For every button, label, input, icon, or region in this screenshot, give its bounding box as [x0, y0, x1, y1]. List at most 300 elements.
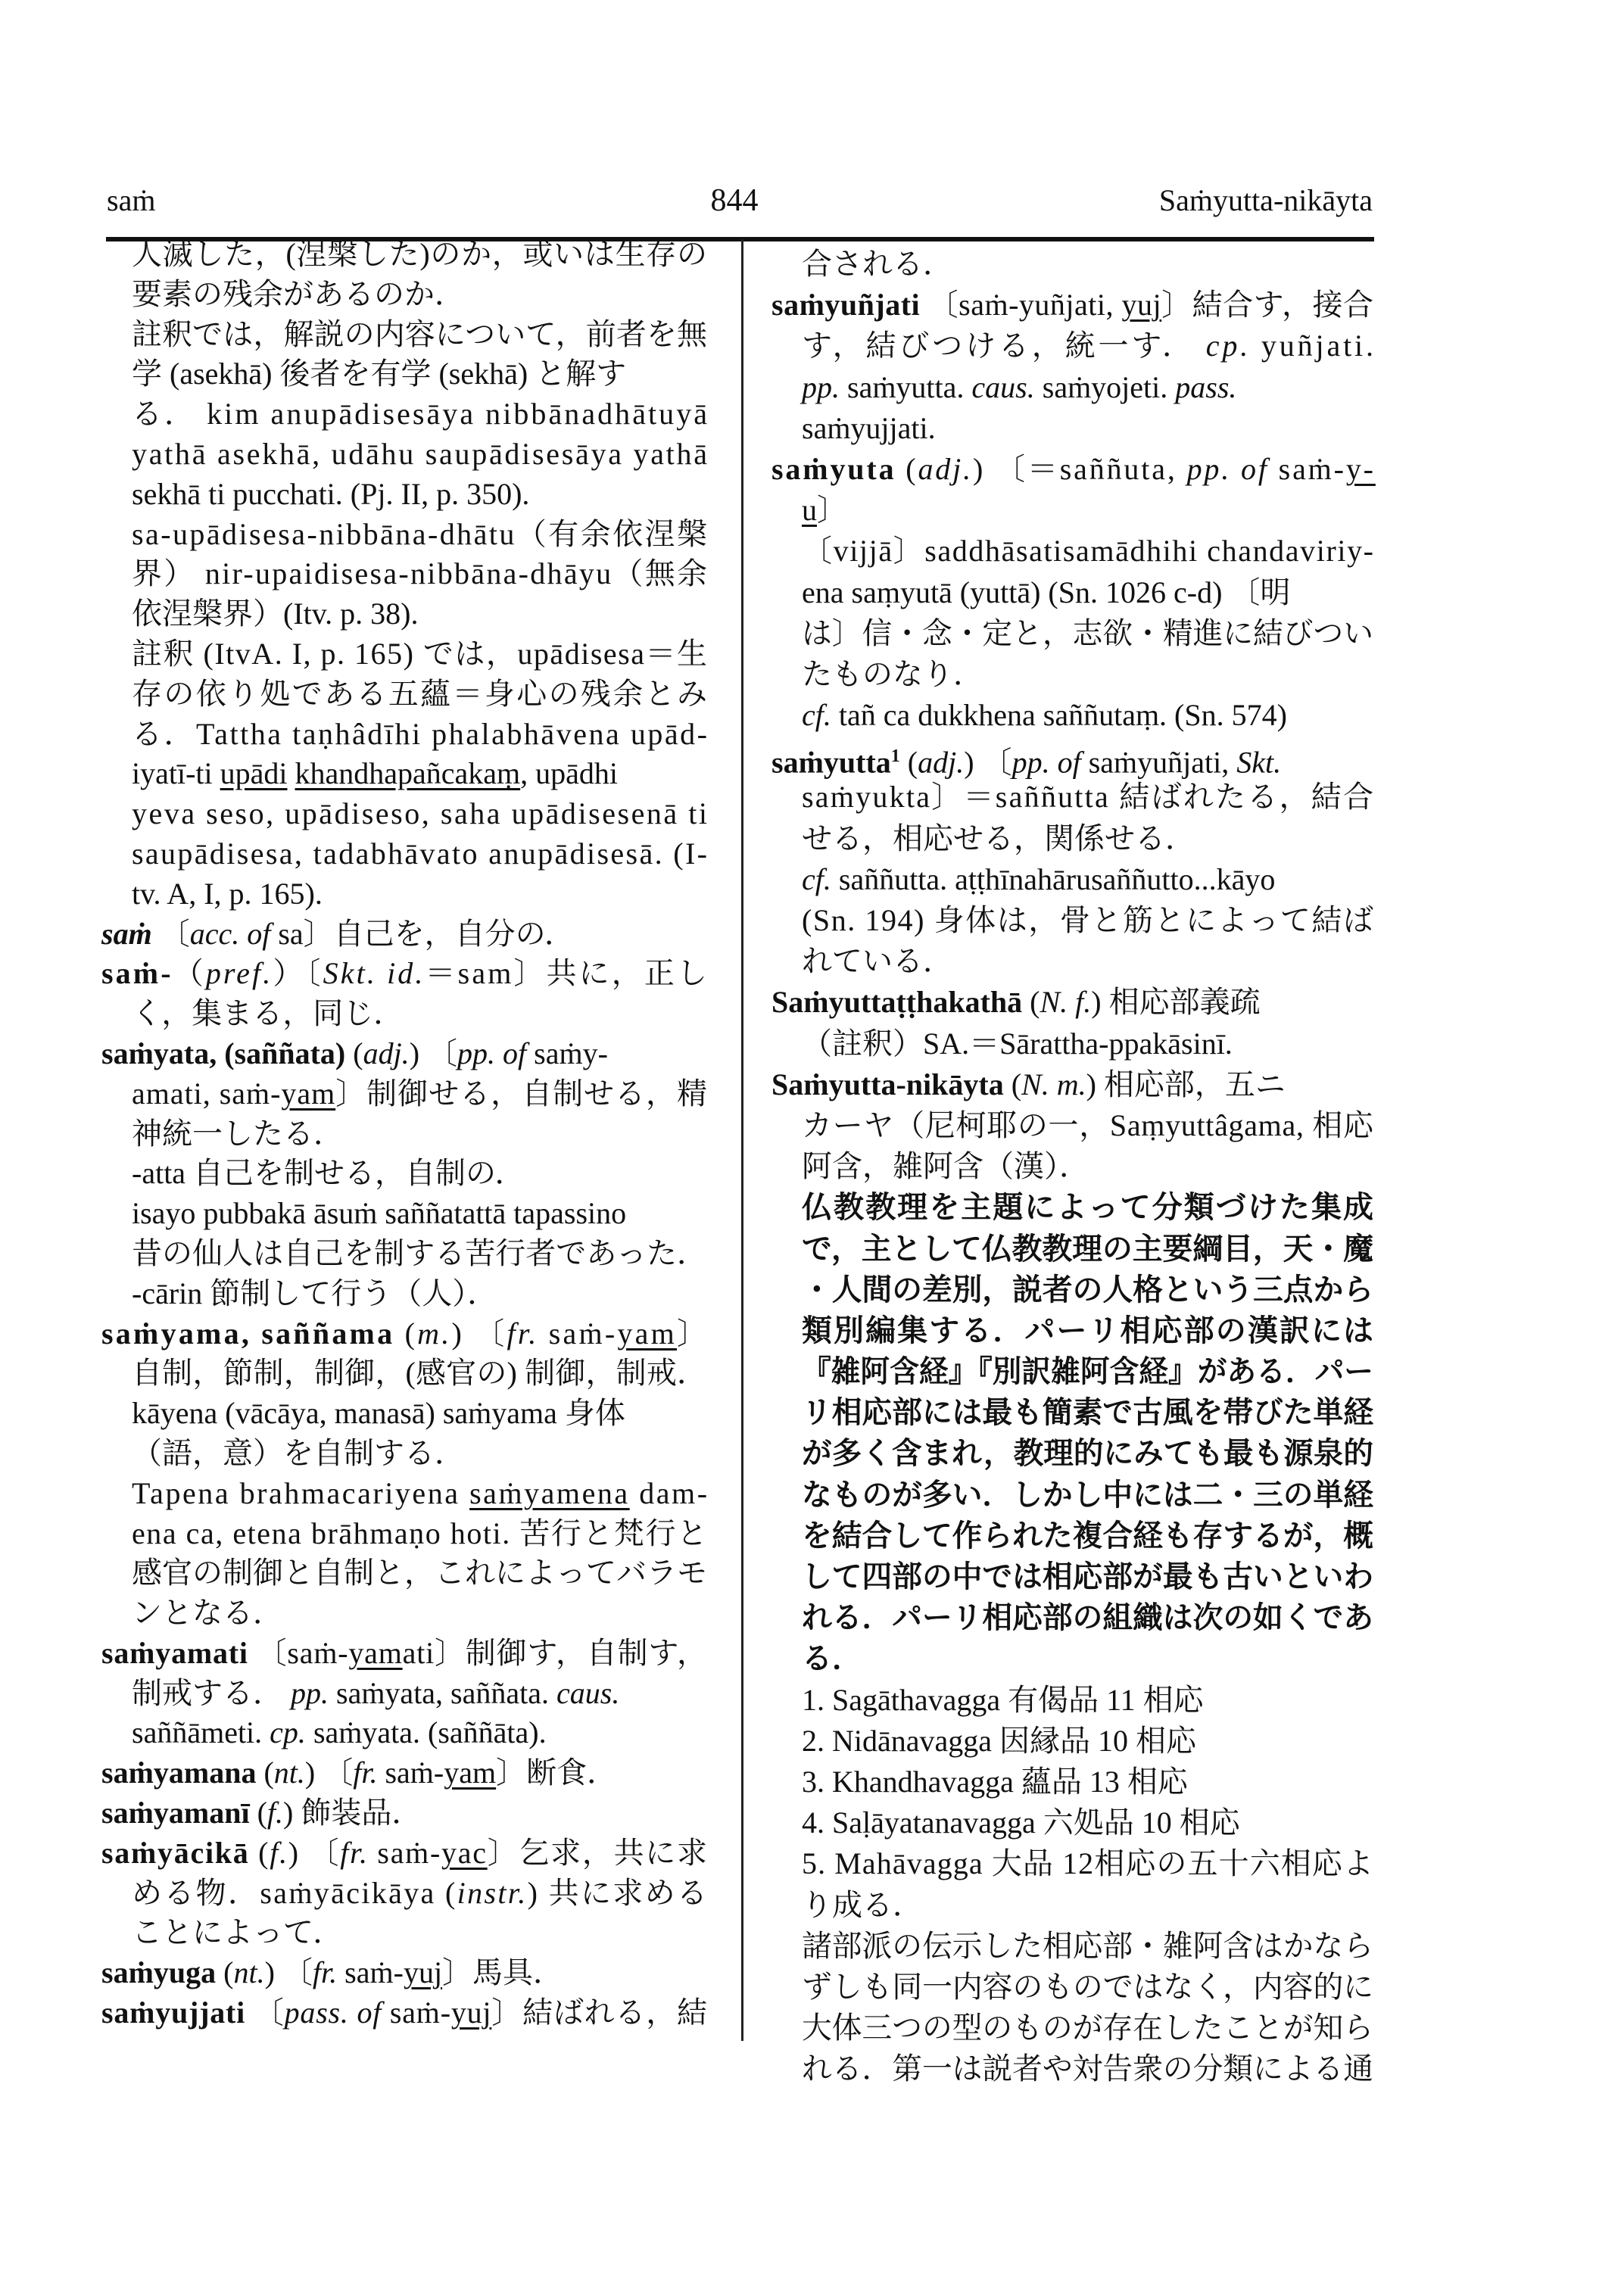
text-segment: ) 〔	[264, 1955, 313, 1990]
text-segment: れる．パーリ相応部の組織は次の如くであ	[802, 1600, 1373, 1635]
text-segment: ) 〔	[304, 1756, 354, 1790]
entry-text-line	[101, 1074, 707, 1114]
text-segment: 〕断食．	[496, 1756, 618, 1790]
line-text	[802, 1433, 1373, 1474]
text-segment: ) 飾装品．	[283, 1796, 422, 1830]
text-segment: く，集まる，同じ．	[132, 996, 404, 1031]
text-segment	[288, 756, 295, 790]
line-text	[802, 613, 1373, 654]
text-segment: たものなり．	[802, 656, 983, 691]
text-segment: 自制，節制，制御，(感官の) 制御，制戒．	[132, 1356, 708, 1391]
line-text	[101, 954, 709, 994]
text-segment: 要素の残余があるのか．	[132, 276, 465, 311]
text-segment: カーヤ（尼柯耶の一，Saṃyuttâgama, 相応	[802, 1108, 1374, 1142]
line-text	[132, 874, 323, 914]
running-head-left: saṁ	[107, 183, 156, 217]
grammar-label: adj.	[363, 1036, 410, 1070]
text-segment: ずしも同一内容のものではなく，内容的に	[802, 1969, 1373, 2004]
line-text	[132, 275, 465, 315]
text-segment: saṁ-	[538, 1316, 618, 1351]
entry-headword-line	[101, 954, 710, 994]
line-text	[132, 715, 709, 755]
line-text	[802, 2048, 1373, 2089]
page-number: 844	[710, 183, 759, 218]
line-text	[802, 1926, 1373, 1967]
entry-headword-line	[101, 1634, 707, 1674]
text-segment: リ相応部には最も簡素で古風を帯びた単経	[802, 1395, 1373, 1430]
entry-text-line	[771, 1556, 1373, 1597]
entry-text-line	[771, 1597, 1373, 1638]
text-segment: (	[394, 1316, 418, 1351]
text-segment: ena saṃyutā (yuttā) (Sn. 1026 c-d) 〔明	[802, 575, 1291, 609]
right-column	[771, 244, 1376, 2089]
text-segment: saññāmeti.	[132, 1715, 270, 1750]
line-text	[802, 1516, 1373, 1556]
text-segment: 〔saṁ-	[248, 1635, 349, 1670]
text-segment: 〕制御せる，自制せる，精	[335, 1076, 708, 1111]
text-segment: る． kim anupādisesāya nibbānadhātuyā	[132, 397, 710, 431]
text-segment: -cārin 節制して行う（人）．	[132, 1276, 498, 1310]
line-text	[101, 1634, 708, 1674]
line-text	[771, 449, 1376, 490]
entry-text-line	[771, 408, 1373, 449]
text-segment: 〔saṁ-yuñjati,	[920, 288, 1122, 322]
line-text	[802, 1105, 1374, 1146]
headword: saṁyācikā	[101, 1835, 250, 1870]
line-text	[802, 367, 1236, 408]
text-segment: ＝sam〕共に，正し	[425, 956, 710, 991]
line-text	[802, 1680, 1204, 1721]
line-text	[101, 1953, 563, 1993]
entry-text-line	[771, 1023, 1373, 1064]
line-text	[132, 1114, 344, 1154]
entry-text-line	[771, 818, 1373, 859]
grammar-label: Skt. id.	[323, 956, 425, 991]
entry-headword-line	[101, 1833, 707, 1874]
line-text	[101, 1034, 608, 1074]
text-segment: saṁyujjati.	[802, 410, 936, 445]
line-text	[802, 695, 1287, 736]
grammar-label: pass.	[1175, 369, 1237, 404]
text-segment: ) 〔	[288, 1835, 341, 1870]
text-segment: kāyena (vācāya, manasā) saṁyama 身体	[132, 1396, 625, 1431]
line-text	[802, 572, 1290, 613]
text-segment: 存の依り処である五蘊＝身心の残余とみ	[132, 676, 709, 711]
headword: saṁyamana	[101, 1756, 257, 1790]
text-segment: saṁy-	[526, 1036, 608, 1070]
text-segment: Tapena brahmacariyena	[132, 1475, 470, 1510]
entry-text-line	[101, 1274, 707, 1314]
entry-text-line	[771, 941, 1373, 982]
entry-text-line	[101, 634, 707, 675]
line-text	[132, 1194, 626, 1234]
text-segment: tañ ca dukkhena saññutaṃ. (Sn. 574)	[831, 698, 1287, 733]
line-text	[802, 531, 1375, 572]
entry-text-line	[101, 1874, 707, 1914]
line-text	[802, 1967, 1373, 2008]
entry-text-line	[101, 354, 707, 394]
line-text	[802, 1270, 1373, 1310]
text-segment: 4. Saḷāyatanavagga 六処品 10 相応	[802, 1805, 1240, 1840]
line-text	[132, 834, 709, 874]
text-segment: 神統一したる．	[132, 1116, 344, 1151]
text-segment: saṁyata, saññata.	[329, 1675, 556, 1710]
line-text	[802, 1843, 1374, 1884]
text-segment: る．Tattha taṇhâdīhi phalabhāvena upād-	[132, 716, 709, 751]
column-divider	[741, 239, 743, 2041]
line-text	[132, 1874, 709, 1914]
line-text	[132, 315, 707, 355]
running-head-right: Saṁyutta-nikāyta	[1158, 183, 1373, 217]
entry-text-line	[101, 235, 707, 275]
entry-text-line	[771, 1351, 1373, 1392]
line-text	[802, 1310, 1375, 1351]
text-segment: ) 〔	[451, 1316, 507, 1351]
entry-text-line	[101, 1194, 707, 1234]
text-segment: 『雑阿含経』『別訳雑阿含経』がある．パー	[802, 1354, 1373, 1389]
line-text	[802, 1023, 1233, 1064]
text-segment: り成る．	[802, 1887, 923, 1922]
entry-text-line	[771, 777, 1376, 818]
text-segment: tv. A, I, p. 165).	[132, 876, 323, 911]
text-segment: 人滅した，(涅槃した)のか，或いは生存の	[132, 237, 708, 271]
entry-text-line	[771, 367, 1373, 408]
entry-text-line	[101, 1514, 707, 1554]
text-segment: 1. Sagāthavagga 有偈品 11 相応	[802, 1682, 1204, 1717]
entry-text-line	[771, 1433, 1373, 1474]
entry-text-line	[771, 1516, 1373, 1556]
headword: saṁyamanī	[101, 1796, 250, 1830]
line-text	[132, 1514, 709, 1554]
entry-text-line	[101, 275, 707, 315]
entry-headword-line	[771, 1064, 1373, 1105]
grammar-label: cf.	[802, 861, 831, 896]
line-text	[802, 1762, 1188, 1802]
entry-text-line	[771, 1885, 1373, 1926]
entry-text-line	[101, 874, 707, 914]
entry-text-line	[101, 715, 707, 755]
entry-text-line	[771, 1270, 1373, 1310]
text-segment: る．	[802, 1641, 862, 1676]
grammar-label: pp. of	[1186, 451, 1269, 486]
text-segment: , upādhi	[520, 756, 619, 791]
text-segment: ) 〔	[964, 745, 1012, 780]
entry-text-line	[101, 754, 707, 794]
entry-headword-line	[101, 1993, 707, 2033]
line-text	[132, 1713, 547, 1753]
entry-text-line	[771, 1229, 1373, 1270]
root-underlined: yam	[281, 1076, 336, 1111]
line-text	[132, 1594, 283, 1634]
text-segment: 制戒する．	[132, 1675, 291, 1710]
entry-text-line	[771, 1638, 1373, 1679]
grammar-label: adj.	[918, 451, 973, 486]
grammar-label: pp.	[802, 369, 840, 404]
headword: saṁyuta	[771, 451, 896, 486]
grammar-label: m.	[417, 1316, 452, 1351]
line-text	[101, 914, 575, 955]
grammar-label: f.	[270, 1835, 288, 1870]
text-segment: は〕信・念・定と，志欲・精進に結びつい	[802, 615, 1373, 650]
text-segment: 〕馬具．	[442, 1955, 564, 1990]
entry-text-line	[771, 531, 1373, 572]
text-segment: す，結びつける，統一す．	[802, 329, 1206, 363]
entry-text-line	[101, 1434, 707, 1474]
line-text	[132, 1394, 625, 1434]
text-segment: saṁyutta.	[840, 369, 972, 404]
text-segment: ) 相応部義疏	[1091, 985, 1261, 1020]
line-text	[802, 941, 953, 982]
text-segment: （	[173, 956, 206, 991]
root-underlined: yuj	[1121, 288, 1162, 322]
text-segment: ことによって．	[132, 1915, 344, 1950]
grammar-label: fr.	[312, 1955, 338, 1990]
text-segment: 〔	[245, 1995, 285, 2030]
headword: saṁyuga	[101, 1955, 217, 1990]
text-segment: (	[249, 1796, 267, 1830]
grammar-label: cp.	[270, 1715, 306, 1750]
root-underlined: yac	[441, 1835, 488, 1870]
entry-headword-line	[101, 1034, 707, 1074]
grammar-label: adj.	[918, 745, 965, 780]
grammar-label: fr.	[340, 1835, 369, 1870]
line-text	[132, 1074, 708, 1114]
grammar-label: instr.	[457, 1875, 528, 1910]
line-text	[132, 1553, 707, 1594]
line-text	[802, 1885, 923, 1926]
text-segment: 〕	[677, 1316, 710, 1351]
text-segment: (	[1022, 985, 1040, 1020]
line-text	[132, 1274, 497, 1314]
entry-text-line	[771, 1926, 1373, 1967]
text-segment: (Sn. 194) 身体は，骨と筋とによって結ば	[802, 903, 1375, 937]
line-text	[132, 1674, 619, 1714]
text-segment: 註釈 (ItvA. I, p. 165) では，upādisesa＝生	[132, 636, 709, 671]
grammar-label: f.	[267, 1796, 284, 1830]
entry-text-line	[101, 994, 707, 1034]
text-segment: が多く含まれ，教理的にみても最も源泉的	[802, 1436, 1373, 1471]
entry-text-line	[101, 515, 707, 555]
headword: Saṁyutta-nikāyta	[771, 1067, 1004, 1101]
line-text	[132, 1354, 707, 1394]
line-text	[802, 1229, 1373, 1270]
text-segment: 〕乞求，共に求	[487, 1835, 709, 1870]
headword: saṁyutta	[771, 745, 891, 780]
line-text	[132, 794, 709, 834]
text-segment: で，主として仏教教理の主要綱目，天・魔	[802, 1231, 1373, 1266]
text-segment: ンとなる．	[132, 1596, 283, 1631]
text-segment: 3. Khandhavagga 蘊品 13 相応	[802, 1764, 1188, 1799]
text-segment: saṁ-	[368, 1835, 442, 1870]
line-text	[132, 1474, 709, 1514]
text-segment: せる，相応せる，関係せる．	[802, 821, 1195, 855]
headword: saṁ-	[101, 956, 173, 991]
text-segment: (	[899, 745, 918, 780]
line-text	[132, 594, 418, 634]
root-underlined: yuj	[450, 1995, 492, 2030]
entry-text-line	[771, 2008, 1373, 2048]
line-text	[802, 1351, 1373, 1392]
left-column	[101, 235, 710, 2033]
entry-headword-line	[101, 1953, 707, 1993]
grammar-label: cf.	[802, 698, 831, 733]
entry-text-line	[771, 1762, 1373, 1802]
entry-text-line	[101, 1674, 707, 1714]
text-segment: (	[256, 1756, 274, 1790]
text-segment: ) 相応部，五ニ	[1086, 1067, 1286, 1101]
text-segment: saññutta. aṭṭhīnahārusaññutto...kāyo	[831, 861, 1276, 896]
entry-text-line	[771, 1105, 1373, 1146]
headword: saṁyuñjati	[771, 288, 921, 322]
line-text	[802, 1475, 1373, 1516]
grammar-label: caus.	[556, 1675, 620, 1710]
text-segment: 〕結合す，接合	[1161, 288, 1374, 322]
line-text	[132, 634, 709, 675]
line-text	[802, 2008, 1373, 2048]
grammar-label: pass. of	[284, 1995, 382, 2030]
text-segment: (	[249, 1835, 270, 1870]
grammar-label: nt.	[233, 1955, 265, 1990]
grammar-label: fr.	[507, 1316, 539, 1351]
text-segment: 〕結ばれる，結	[491, 1995, 708, 2030]
entry-headword-line	[101, 1314, 710, 1354]
line-text	[802, 1146, 1089, 1187]
grammar-label: Skt.	[1236, 745, 1282, 780]
text-segment: 諸部派の伝示した相応部・雑阿含はかなら	[802, 1928, 1373, 1963]
text-segment: （註釈）SA.＝Sārattha-ppakāsinī.	[802, 1026, 1233, 1061]
entry-text-line	[771, 244, 1373, 285]
entry-text-line	[101, 675, 707, 715]
text-segment: isayo pubbakā āsuṁ saññatattā tapassino	[132, 1196, 627, 1231]
text-segment: 〔	[151, 916, 190, 951]
entry-text-line	[771, 1967, 1373, 2008]
text-segment: sa〕自己を，自分の．	[270, 916, 575, 951]
grammar-label: acc. of	[189, 916, 271, 951]
text-segment: ) 共に求める	[527, 1875, 709, 1910]
entry-text-line	[771, 1146, 1373, 1187]
line-text	[802, 1597, 1373, 1638]
grammar-label: pp. of	[457, 1036, 527, 1070]
root-underlined: yam	[348, 1635, 403, 1670]
entry-text-line	[771, 613, 1373, 654]
entry-text-line	[771, 1721, 1373, 1762]
line-text	[132, 554, 709, 594]
grammar-label: caus.	[971, 369, 1035, 404]
line-text	[132, 1234, 707, 1274]
text-segment: ・人間の差別，説者の人格という三点から	[802, 1272, 1373, 1307]
line-text	[802, 1187, 1375, 1228]
root-underlined: y-	[1345, 451, 1376, 486]
line-text	[771, 736, 1281, 784]
entry-text-line	[101, 435, 707, 475]
headword: saṁyata, (saññata)	[101, 1036, 346, 1070]
text-segment: sekhā ti pucchati. (Pj. II, p. 350).	[132, 476, 530, 511]
entry-text-line	[101, 794, 707, 834]
text-segment: 感官の制御と自制と，これによってバラモ	[132, 1556, 707, 1590]
text-segment: saṁ-	[382, 1995, 451, 2030]
entry-headword-line	[771, 982, 1373, 1023]
text-segment: ) 〔	[409, 1036, 458, 1070]
line-text	[802, 326, 1376, 366]
text-segment: 註釈では，解説の内容について，前者を無	[132, 316, 708, 351]
entry-text-line	[771, 654, 1373, 695]
headword: saṁyujjati	[101, 1995, 246, 2030]
text-segment: 仏教教理を主題によって分類づけた集成	[802, 1190, 1376, 1225]
headword: saṁ	[101, 916, 152, 951]
text-segment: 2. Nidānavagga 因縁品 10 相応	[802, 1723, 1197, 1758]
root-underlined: khandhapañcakaṃ	[295, 756, 521, 791]
grammar-label: fr.	[353, 1756, 378, 1790]
text-segment: 界） nir-upaidisesa-nibbāna-dhāyu（無余	[132, 556, 709, 591]
grammar-label: N. m.	[1021, 1067, 1086, 1101]
entry-text-line	[101, 1553, 707, 1594]
entry-text-line	[771, 1187, 1376, 1228]
entry-text-line	[771, 1802, 1373, 1843]
entry-text-line	[101, 554, 707, 594]
text-segment: yeva seso, upādiseso, saha upādisesenā ti	[132, 796, 709, 831]
entry-text-line	[101, 594, 707, 634]
entry-text-line	[101, 834, 707, 874]
text-segment: yuñjati.	[1251, 329, 1376, 363]
line-text	[771, 1064, 1286, 1105]
line-text	[802, 900, 1375, 941]
entry-text-line	[771, 695, 1373, 736]
line-text	[802, 1392, 1373, 1433]
text-segment: saṁ-	[337, 1955, 404, 1990]
grammar-label: N. f.	[1040, 985, 1092, 1020]
root-underlined: yam	[617, 1316, 677, 1351]
text-segment: saṁyuñjati,	[1080, 745, 1237, 780]
entry-text-line	[101, 475, 707, 515]
text-segment: saṁyojeti.	[1034, 369, 1176, 404]
text-segment: 昔の仙人は自己を制する苦行者であった．	[132, 1235, 708, 1270]
grammar-label: pp. of	[1011, 745, 1081, 780]
line-text	[802, 408, 936, 449]
line-text	[101, 1793, 422, 1833]
entry-headword-line	[101, 1793, 707, 1833]
root-underlined: yuj	[403, 1955, 443, 1990]
line-text	[132, 235, 708, 275]
line-text	[101, 1314, 709, 1354]
line-text	[101, 1993, 708, 2033]
text-segment: ）〔	[273, 956, 323, 991]
line-text	[132, 675, 709, 715]
text-segment: (	[345, 1036, 363, 1070]
entry-headword-line	[771, 736, 1373, 780]
line-text	[132, 1154, 525, 1194]
entry-text-line	[771, 1680, 1373, 1721]
entry-text-line	[101, 1154, 707, 1194]
grammar-label: nt.	[273, 1756, 305, 1790]
grammar-label: cp.	[1205, 329, 1252, 363]
text-segment: amati, saṁ-	[132, 1076, 282, 1111]
entry-text-line	[771, 572, 1373, 613]
line-text	[132, 354, 626, 394]
line-text	[132, 754, 618, 794]
text-segment: れている．	[802, 944, 953, 979]
entry-text-line	[101, 1713, 707, 1753]
text-segment: れる．第一は説者や対告衆の分類による通	[802, 2052, 1373, 2086]
line-text	[802, 1721, 1196, 1762]
line-text	[132, 994, 404, 1034]
line-text	[802, 859, 1275, 900]
entry-text-line	[101, 1354, 707, 1394]
text-segment: を結合して作られた複合経も存するが，概	[802, 1518, 1373, 1553]
grammar-label: pp.	[291, 1675, 329, 1710]
text-segment: 〔vijjā〕saddhāsatisamādhihi chandaviriy-	[802, 534, 1375, 569]
line-text	[132, 1434, 465, 1474]
entry-text-line	[771, 2048, 1373, 2089]
